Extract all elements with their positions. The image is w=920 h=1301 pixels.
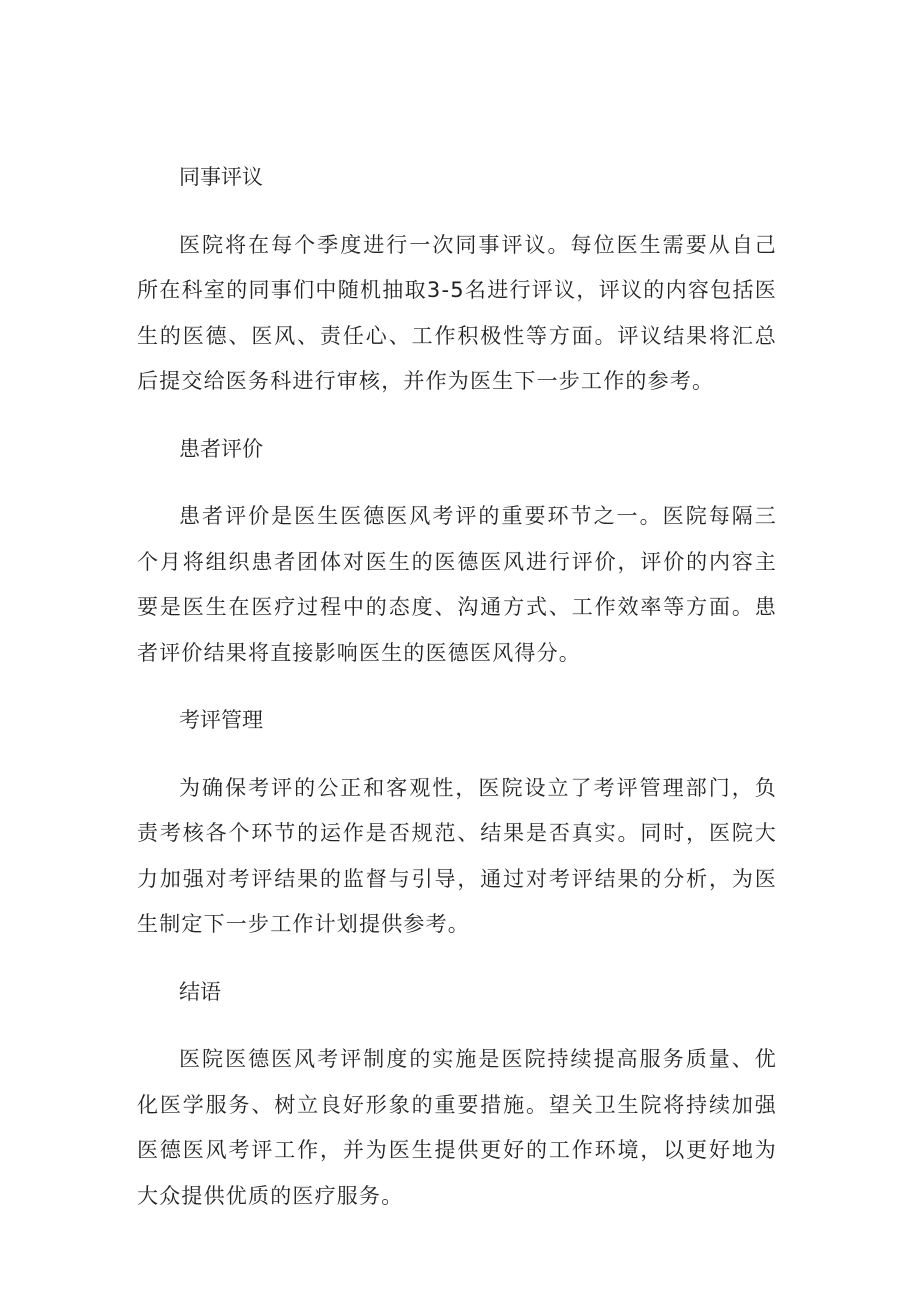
section-paragraph: 医院医德医风考评制度的实施是医院持续提高服务质量、优化医学服务、树立良好形象的重要措施。望关卫生院将持续加强医德医风考评工作，并为医生提供更好的工作环境，以更好地为大众提供优质的医疗服务。	[137, 1047, 777, 1208]
section-patient-evaluation	[137, 427, 777, 677]
section-paragraph: 医院将在每个季度进行一次同事评议。每位医生需要从自己所在科室的同事们中随机抽取3-5名进行评议，评议的内容包括医生的医德、医风、责任心、工作积极性等方面。评议结果将汇总后提交给医务科进行审核，并作为医生下一步工作的参考。	[137, 232, 777, 393]
document-body	[137, 155, 777, 1241]
section-colleague-review	[137, 155, 777, 405]
section-paragraph: 为确保考评的公正和客观性，医院设立了考评管理部门，负责考核各个环节的运作是否规范、结果是否真实。同时，医院大力加强对考评结果的监督与引导，通过对考评结果的分析，为医生制定下一步工作计划提供参考。	[137, 775, 777, 936]
section-conclusion	[137, 970, 777, 1220]
section-paragraph: 患者评价是医生医德医风考评的重要环节之一。医院每隔三个月将组织患者团体对医生的医德医风进行评价，评价的内容主要是医生在医疗过程中的态度、沟通方式、工作效率等方面。患者评价结果将直接影响医生的医德医风得分。	[137, 504, 777, 665]
section-heading: 患者评价	[179, 436, 263, 461]
section-heading: 考评管理	[179, 708, 263, 732]
section-evaluation-management	[137, 698, 777, 948]
section-heading: 结语	[179, 979, 221, 1004]
section-heading: 同事评议	[179, 165, 263, 189]
